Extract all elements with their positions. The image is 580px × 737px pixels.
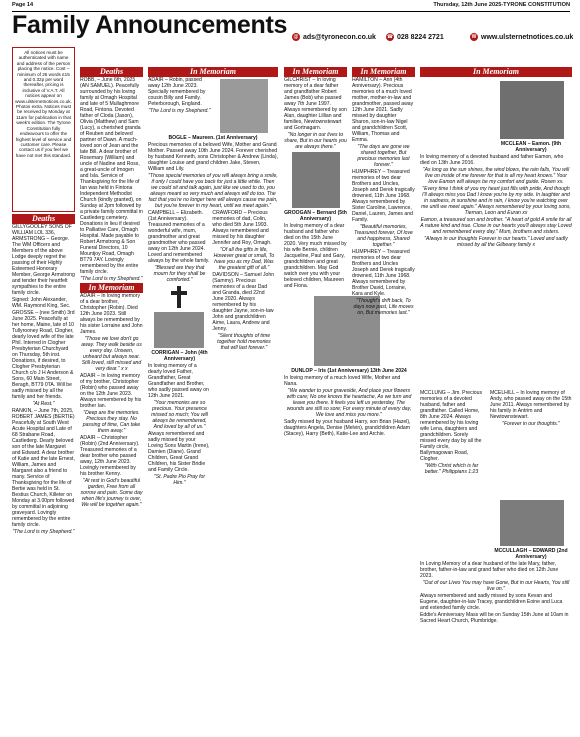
notice-groogan: In loving memory of a dear husband and father who died on the 15th June 2020. Very much missed by his wife Bernie, children Jacqueline, Paul and Gary, grandchildren and great grandchildren. May God watch over you with your beloved children, Maureen and Fiona.	[284, 223, 347, 289]
verse-grosse: "At Rest."	[32, 401, 55, 407]
verse-robb: "The Lord is my Shepherd."	[80, 276, 143, 282]
notice-bogle: Precious memories of a beloved Wife, Mother and Grand Mother. Passed away 10th June 2024. Forever cherished by husband Kenneth, sons Christopher & Andrew (Linda), daughter Louise and grand children Jake, Steven, William and Lily.	[148, 142, 278, 172]
notice-grosse: GROSSE – (nee Smith) 3rd June 2025. Peacefully at her home, Maine, late of 10 Tullyrooney Road, Clogher, dearly loved wife of the late Phil. Interred in Clogher Presbyterian Churchyard on Thursday, 5th inst. Donations, if desired, to Clogher Presbyterian Church c/o J H Anderson & Sons, 60 Main Street, Beragh, BT79 0TA. Will be sadly missed by all the family and her friends.	[12, 310, 75, 400]
verse-crawford: "Of all the gifts in life, However great or small, To have you as my Dad, Was the greatest gift of all."	[213, 247, 275, 271]
column-6-lower	[420, 500, 572, 625]
notice-humphrey-2: HUMPHREY – Treasured memories of two dear Brothers and Uncles Joseph and Derek tragically drowned, 11th June 1968. Always remembered by Brother David, Lorraine, Kara and Kyle.	[352, 249, 415, 297]
notice-hamilton: HAMILTON – Ann (4th Anniversary). Precious memories of a much loved mother, mother-in-law and grandmother, passed away 12th June 2021. Sadly missed by daughter Sharon, son-in-law Nigel and grandchildren Scott, William, Thomas and Emma.	[352, 77, 414, 143]
section-heading-memoriam-6: In Memoriam	[420, 67, 572, 77]
notice-robb: ROBB, – June 6th, 2025 (AN SAMUEL). Peacefully surrounded by his loving family at Omagh Hospital and late of 5 Mullaghmore Road, Fintona. Devoted father of Cloda (Jason), Olivia (Matthew) and Sam (Lucy), a cherished granda of Reuben and beloved partner of Dawn. A much-loved son of Jean and the late Bill. A dear brother of Rosemary (William) and uncle of Nadine and Ross, a great-uncle of Imogen and Isla. Service of Thanksgiving for the life of Ian was held in Fintona Independent Methodist Church (kindly granted), on Sunday at 2pm followed by a private family committal in Castlederg cemetery. Donations in lieu if desired to Palliative Care, Omagh Hospital. Made payable to Robert Armstrong & Son Funeral Directors, 10 Mountjoy Road, Omagh BT79 7AY. Lovingly remembered by the entire family circle.	[80, 77, 143, 275]
photo-mcclean	[500, 81, 564, 139]
verse-mcclean-2: "Every time I think of you my heart just fills with pride, And though I'll always miss you Dad I know you're by my side. In laughter and in sadness, in sunshine and in rain, I know you're watching over me until we meet again." Always remembered by your loving sons, Tiernan, Leon and Euran xx	[421, 186, 571, 216]
verse-humphrey-1: "Beautiful memories, Treasured forever, Of love and happiness, Shared together."	[354, 224, 413, 248]
notice-gilchrist: GILCHRIST – In loving memory of a dear father and grandfather Robert James (Bob) who passed away 7th June 1997. Always remembered by son Alan, daughter Lillian and families, Newtownstewart and Gortnagarn.	[284, 77, 347, 131]
notice-corrigan-2: Always remembered and sadly missed by your Loving Sons Martin (Irene), Damien (Diane). Grand Children, Great Grand Children, his Sister Bridie and Family Circle.	[148, 431, 210, 473]
notice-gillygooley: GILLYGOOLEY SONS OF WILLIAM LOL 336, ARMSTRONG – George. The WM Officers and Members of the above Lodge deeply regret the passing of their Highly Esteemed Honorary Member, George Armstrong and tender their heartfelt sympathies to the entire family circle.	[12, 224, 75, 296]
verse-humphrey-2: "Thought's drift back, To days now past, Life moves on, But memories last."	[353, 298, 414, 316]
photo-corrigan	[154, 312, 204, 348]
contact-website[interactable]: W www.ulsternetnotices.co.uk	[471, 33, 574, 41]
notice-campbell: CAMPBELL – Elizabeth. (1st Anniversary). Treasured memories of a wonderful wife, mum, grandmother and great grandmother who passed away on 12th June 2024. Loved and remembered always by the whole family.	[148, 210, 210, 264]
photo-bogle	[220, 79, 268, 133]
groogan-heading: GROOGAN – Bernard (5th Anniversary)	[284, 210, 347, 222]
page-title: Family Announcements	[12, 11, 288, 39]
verse-adair-1: "Those we love don't go away. They walk beside us every day. Unseen, unheard but always near. Still loved, still missed and very dear." x x	[81, 336, 142, 372]
notice-corrigan: In loving memory of a dearly loved Father, Grandfather, Great Grandfather and Brother, who sadly passed away on 12th June 2021.	[148, 363, 209, 399]
verse-mcclung: "With Christ which is far better." Philippians 1:23	[424, 463, 479, 475]
photo-groogan	[292, 152, 340, 208]
issue-date: Thursday, 12th June 2025-TYRONE CONSTITUTION	[433, 2, 570, 8]
notice-mcclean: In loving memory of a devoted husband and father Eamon, who died on 13th June 2016.	[420, 154, 564, 166]
globe-icon: W	[471, 34, 477, 40]
notice-dunlop-2: Sadly missed by your husband Harry, son Brian (Hazel), daughters Angela, Denise (Melvin), grandchildren Adam (Stacey), Harry (Beth), Katie-Lee and Archie.	[284, 419, 411, 437]
notice-crawford: CRAWFORD – Precious memories of dad, Colin, who died 5th June 1993. Always remembered and missed by his daughter Jennifer and Roy, Omagh.	[212, 210, 272, 246]
verse-hamilton: "The days are gone we shared together, But precious memories last forever."	[357, 144, 410, 168]
cross-icon	[170, 286, 188, 308]
verse-corrigan-2: "St. Padre Pio Pray for Him."	[153, 474, 206, 486]
verse-adair-robin: "The Lord is my Shepherd."	[148, 108, 211, 114]
notice-adair-3: ADAIR – Christopher (Robin) (2nd Anniversary). Treasured memories of a dear brother who passed away, 12th June 2023. Lovingly remembered by his brother Kenny.	[80, 435, 140, 477]
bogle-heading: BOGLE – Maureen. (1st Anniversary)	[168, 135, 258, 141]
section-heading-memoriam-5: In Memoriam	[352, 67, 415, 77]
notice-gillygooley-sign: Signed: John Alexander, WM. Raymond King, Sec.	[12, 297, 71, 309]
contact-email[interactable]: @ ads@tyronecon.co.uk	[293, 33, 376, 41]
notice-mccullagh-2: Always remembered and sadly missed by sons Kevan and Eugene, daughter-in-law Tracey, grandchildren Eoine and Luca and extended family circle.	[420, 593, 563, 611]
mcclean-heading: MCCLEAN – Eamon. (9th Anniversary)	[500, 141, 562, 153]
verse-rankin: "The Lord is my Shepherd."	[12, 529, 75, 535]
section-heading-deaths-2: Deaths	[80, 67, 143, 77]
column-5	[352, 67, 415, 317]
verse-corrigan: "Your memories are so precious. Your presence missed so much; You will always be remembered, And loved by all of us."	[151, 400, 208, 430]
photo-mccullagh	[500, 500, 564, 546]
section-heading-memoriam-3: In Memoriam	[148, 67, 278, 77]
verse-davidson: "Silent thoughts of time together hold memories that will last forever."	[217, 333, 271, 351]
page-header	[12, 2, 570, 11]
notice-mccullagh: In Loving Memory of a dear husband of the late Mary, father, brother, father-in-law and grand father who died on 12th June 2023.	[420, 561, 559, 579]
email-icon: @	[293, 34, 299, 40]
notice-mcclean-2: Eamon, a treasured son and brother. "A heart of gold A smile for all A nature kind and true. Close in our hearts you'll always stay Loved and remembered every day." Mum, brothers and sisters.	[420, 217, 572, 235]
notice-adair-robin: ADAIR – Robin, passed away 12th June 2023. Specially remembered by cousin Billy and Family. Peterborough, England.	[148, 77, 206, 107]
column-2	[80, 67, 143, 509]
verse-mcclean-3: "Always in our thoughts Forever in our hearts." Loved and sadly missed by all the Gilbeany family x	[424, 236, 568, 248]
contact-phone[interactable]: ☎ 028 8224 2721	[386, 33, 444, 41]
verse-campbell: "Blessed are they that mourn for they shall be comforted."	[153, 265, 206, 283]
notice-mcclung: MCCLUNG – Jim. Precious memories of a devoted husband, father and grandfather. Called Home, 8th June 2024. Always remembered by his loving wife Lena, daughters and grandchildren. Sorely missed every day by all the Family circle, Ballymagowan Road, Clogher.	[420, 390, 482, 462]
column-6	[420, 67, 572, 249]
verse-adair-2: "Deep are the memories. Precious they stay. No passing of time, Can take them away."	[82, 410, 141, 434]
corrigan-heading: CORRIGAN – John (4th Anniversary)	[151, 350, 208, 362]
notice-mcelhill: MCELHILL – In loving memory of Andy, who passed away on the 15th June 2011. Always remembered by his family in Antrim and Newtownstewart.	[490, 390, 572, 420]
column-5-lower	[420, 390, 483, 476]
notice-box: All notices must be authenticated with name and address of the person placing the notice. Cost – minimum of 25 words £15 and 0.32p per word thereafter, pricing is inclusive of V.A.T. All notices appear on www.ulsternetnotices.co.uk. Photos extra. Notices must be received by Monday at 11am for publication in that week's edition. The Tyrone Constitution fully endeavours to offer the highest level of service and customer care. Please contact us if you feel we have not met this standard.	[12, 47, 75, 212]
column-3	[148, 67, 278, 487]
dunlop-heading: DUNLOP – Iris (1st Anniversary) 13th June 2024	[291, 368, 407, 374]
section-heading-memoriam-2: In Memoriam	[80, 283, 143, 293]
verse-bogle: "Those special memories of you will always bring a smile, if only I could have you back for just a little while. Then we could sit and talk again, just like we used to do, you always meant so very much and always will do too. The fact that you're no longer here will always cause me pain, but you're forever in my heart, until we meet again."	[148, 173, 278, 209]
notice-dunlop: In loving memory of a much loved Wife, Mother and Nana.	[284, 375, 401, 387]
phone-icon: ☎	[386, 34, 394, 40]
verse-mcclean: "As long as the sun shines, the wind blows, the rain falls, You will live on inside of me forever for that is all my heart knows." Your love Eamon will always be my comfort and guide. Rosen xx.	[422, 167, 570, 185]
verse-mcelhill: "Forever in our thoughts."	[502, 421, 560, 427]
verse-dunlop: "We wander to your graveside, And place your flowers with care; No one knows the heartache, As we turn and leave you there. It feels you left us yesterday, The wounds are still so sore; For every minute of every day, We love and miss you more."	[286, 388, 412, 418]
notice-rankin: RANKIN, – June 7th, 2025, ROBERT JAMES (BERTIE) Peacefully at South West Acute Hospital and Late of 68 Strabane Road, Castlederg. Dearly beloved son of the late Margaret and Edward. A dear brother of Katie and the late Ernest, William, James and Margaret also a friend to many. Service of Thanksgiving for the life of Bertie was held in St. Bestius Church, Killeter on Monday at 3.00pm followed by committal in adjoining graveyard. Lovingly remembered by the entire family circle.	[12, 408, 75, 528]
notice-adair-2: ADAIR – In loving memory of my brother, Christopher (Robin) who passed away on the 12th June 2023. Always remembered by his brother Ian.	[80, 373, 142, 409]
mccullagh-heading: MCCULLAGH – EDWARD (2nd Anniversary)	[494, 548, 568, 560]
verse-mccullagh: "Out of our Lives You may have Gone, But in our Hearts, You still live on."	[422, 580, 570, 592]
section-heading-deaths: Deaths	[12, 214, 75, 224]
notice-adair-1: ADAIR – In loving memory of a dear brother, Christopher (Robin). Died 12th June 2023. Still always be remembered by his sister Lorraine and John James.	[80, 293, 143, 335]
verse-adair-3: "At rest in God's beautiful garden, Free from all sorrow and pain. Some day when life's journey is over, We will be together again."	[80, 478, 143, 508]
page-number: Page 14	[12, 2, 34, 8]
deaths-column-left	[12, 214, 75, 536]
verse-gilchrist: "No longer in our lives to share, But in our hearts you are always there."	[284, 132, 347, 150]
notice-humphrey-1: HUMPHREY – Treasured memories of two dear Brothers and Uncles, Joseph and Derek tragically drowned, 11th June 1968. Always remembered by Sister Caroline, Lawrence, Daniel, Lauren, James and Family.	[352, 169, 415, 223]
column-6-mcelhill	[490, 390, 572, 428]
notice-davidson: DAVIDSON – Samuel John (Sammy). Precious memories of a dear Dad and Granda, died 22nd June 2020. Always remembered by his daughter Jayne, son-in-law John and grandchildren Aime, Laura, Andrew and Jenny.	[212, 272, 275, 332]
section-heading-memoriam-4: In Memoriam	[284, 67, 347, 77]
notice-mccullagh-3: Eddie's Anniversary Mass will be on Sunday 15th June at 10am in Sacred Heart Church, Plumbridge.	[420, 612, 569, 624]
